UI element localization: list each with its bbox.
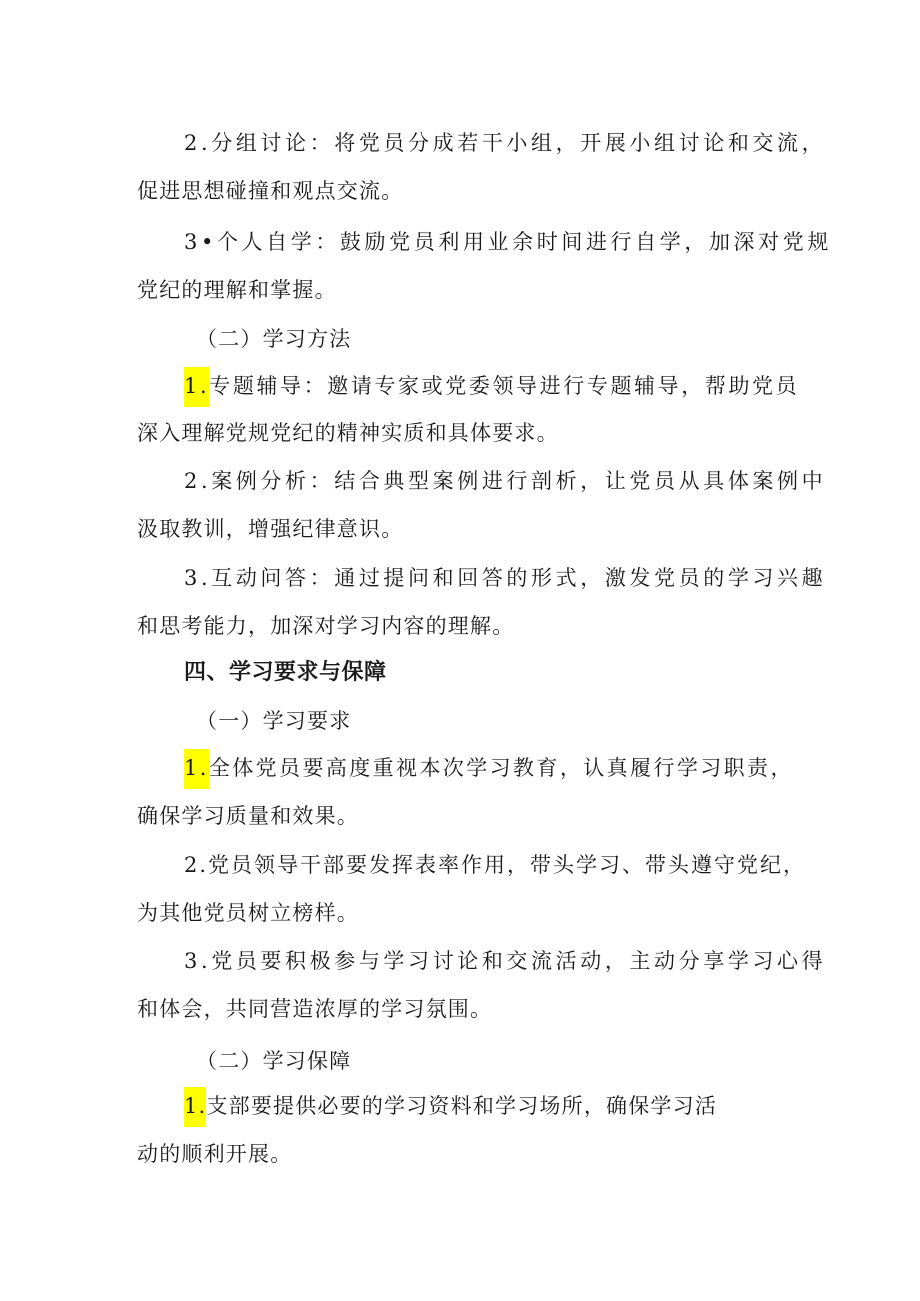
paragraph-line: 为其他党员树立榜样。 xyxy=(137,901,359,925)
paragraph-text: 支部要提供必要的学习资料和学习场所，确保学习活 xyxy=(206,1094,718,1118)
paragraph-line: 汲取教训，增强纪律意识。 xyxy=(137,517,404,541)
paragraph-line xyxy=(184,753,794,789)
paragraph-line: 3.党员要积极参与学习讨论和交流活动，主动分享学习心得 xyxy=(184,949,827,973)
paragraph-line xyxy=(184,371,799,407)
paragraph-line: 深入理解党规党纪的精神实质和具体要求。 xyxy=(137,421,559,445)
paragraph-line: 确保学习质量和效果。 xyxy=(137,804,359,828)
paragraph-line: 2.党员领导干部要发挥表率作用，带头学习、带头遵守党纪， xyxy=(184,853,807,877)
paragraph-line xyxy=(184,1091,717,1127)
highlighted-list-marker: 1. xyxy=(184,749,209,789)
section-subheading: （二）学习保障 xyxy=(196,1049,352,1073)
paragraph-line: 党纪的理解和掌握。 xyxy=(137,278,337,302)
section-subheading: （一）学习要求 xyxy=(196,709,352,733)
highlighted-list-marker: 1. xyxy=(184,1087,206,1127)
paragraph-line: 促进思想碰撞和观点交流。 xyxy=(137,179,404,203)
section-subheading: （二）学习方法 xyxy=(196,327,352,351)
paragraph-line: 2.分组讨论：将党员分成若干小组，开展小组讨论和交流， xyxy=(184,131,827,155)
section-heading: 四、学习要求与保障 xyxy=(184,660,387,685)
paragraph-line: 3.互动问答：通过提问和回答的形式，激发党员的学习兴趣 xyxy=(184,566,827,590)
paragraph-line: 3•个人自学：鼓励党员利用业余时间进行自学，加深对党规 xyxy=(184,230,832,254)
paragraph-text: 专题辅导：邀请专家或党委领导进行专题辅导，帮助党员 xyxy=(209,374,800,398)
paragraph-line: 和思考能力，加深对学习内容的理解。 xyxy=(137,614,515,638)
paragraph-line: 2.案例分析：结合典型案例进行剖析，让党员从具体案例中 xyxy=(184,469,827,493)
paragraph-line: 动的顺利开展。 xyxy=(137,1142,293,1166)
paragraph-text: 全体党员要高度重视本次学习教育，认真履行学习职责， xyxy=(208,756,794,780)
paragraph-line: 和体会，共同营造浓厚的学习氛围。 xyxy=(137,997,493,1021)
highlighted-list-marker: 1. xyxy=(184,367,209,407)
